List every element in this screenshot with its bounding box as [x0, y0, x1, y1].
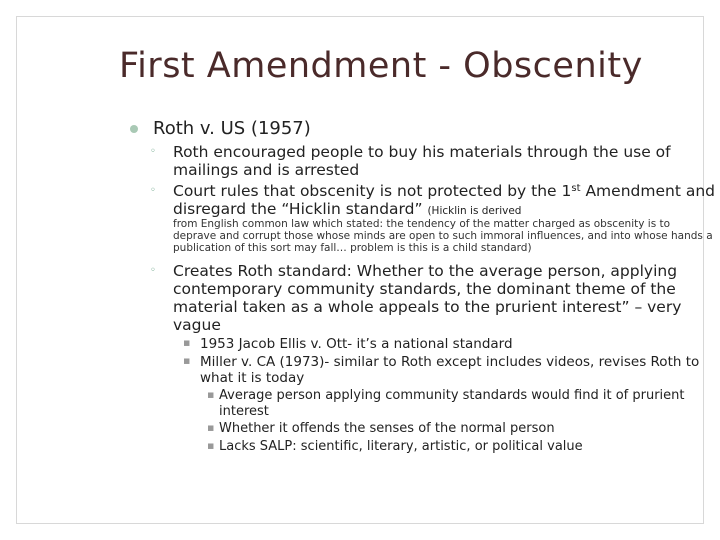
square-bullet-icon: ▪	[207, 438, 215, 452]
circle-bullet-icon: ◦	[150, 265, 156, 276]
level4-item-3	[130, 439, 715, 455]
sub-bullet-3	[130, 262, 715, 334]
sub-bullet-2-note-inline: (Hicklin is derived	[427, 205, 522, 217]
square-bullet-icon: ▪	[207, 421, 215, 434]
square-bullet-icon: ▪	[207, 388, 215, 401]
sub-bullet-2-rest: Amendment and disregard the “Hicklin standard”	[173, 182, 715, 218]
level3-item-1-text: 1953 Jacob Ellis v. Ott- it’s a national standard	[200, 336, 513, 352]
square-bullet-icon: ▪	[183, 354, 191, 367]
slide-content	[130, 118, 715, 454]
level3-item-2-text: Miller v. CA (1973)- similar to Roth except includes videos, revises Roth to what it is today	[200, 354, 700, 386]
sub-bullet-2	[130, 182, 715, 218]
bullet-text: Roth v. US (1957)	[153, 118, 311, 139]
sub-bullet-2-text: Court rules that obscenity is not protected by the 1	[173, 182, 572, 200]
slide-title: First Amendment - Obscenity	[119, 46, 643, 86]
level4-item-2	[130, 421, 715, 437]
level4-item-1-text: Average person applying community standards would find it of prurient interest	[219, 388, 685, 419]
level3-item-2	[130, 354, 715, 386]
sub-bullet-1	[130, 143, 715, 179]
sub-bullet-3-text: Creates Roth standard: Whether to the average person, applying contemporary community standards, the dominant theme of the material taken as a whole appeals to the prurient interest” – very vague	[173, 262, 682, 334]
sub-bullet-2-note: from English common law which stated: the tendency of the matter charged as obscenity is to deprave and corrupt those whose minds are open to such immoral influences, and into whose hands a publication of this sort may fall… problem is this is a child standard)	[173, 218, 713, 254]
level4-item-1	[130, 388, 715, 419]
superscript: st	[571, 183, 581, 194]
bullet-dot-icon	[130, 125, 138, 133]
bullet-roth	[130, 118, 715, 140]
level3-item-1	[130, 336, 715, 352]
circle-bullet-icon: ◦	[150, 146, 156, 157]
square-bullet-icon: ▪	[183, 336, 191, 349]
level4-item-3-text: Lacks SALP: scientific, literary, artistic, or political value	[219, 438, 583, 454]
level4-item-2-text: Whether it offends the senses of the normal person	[219, 421, 555, 436]
sub-bullet-1-text: Roth encouraged people to buy his materials through the use of mailings and is arrested	[173, 143, 671, 179]
circle-bullet-icon: ◦	[150, 185, 156, 196]
